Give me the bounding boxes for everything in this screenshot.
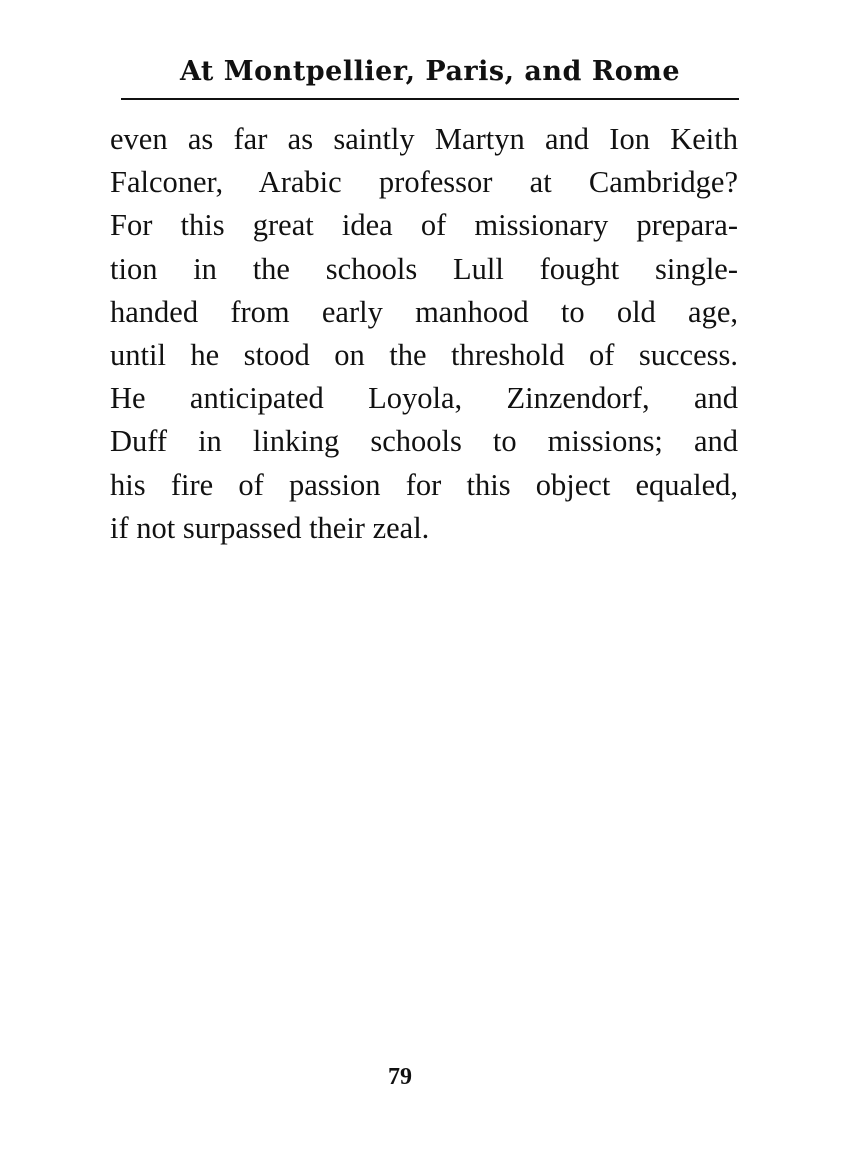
text-line: handed from early manhood to old age, [110,294,738,329]
text-line: his fire of passion for this object equaled, [110,467,738,502]
text-line: even as far as saintly Martyn and Ion Keith [110,122,738,156]
text-line: tion in the schools Lull fought single- [110,251,738,286]
header-rule [121,98,739,100]
text-line: Falconer, Arabic professor at Cambridge? [110,165,738,200]
running-head: At Montpellier, Paris, and Rome [179,56,681,87]
text-line: until he stood on the threshold of success. [110,337,738,372]
page-number: 79 [388,1064,412,1090]
text-line: For this great idea of missionary prepara- [110,208,738,243]
body-paragraph [110,118,738,550]
text-line: Duff in linking schools to missions; and [110,424,738,459]
text-line: if not surpassed their zeal. [110,510,430,545]
text-line: He anticipated Loyola, Zinzendorf, and [110,381,738,416]
